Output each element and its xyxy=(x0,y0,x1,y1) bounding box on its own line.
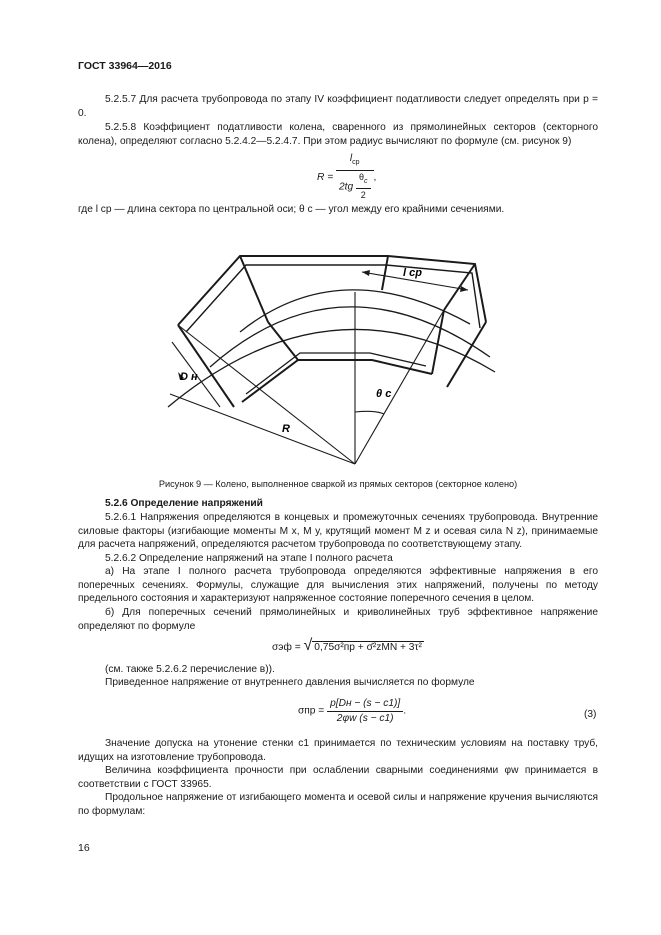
page-number: 16 xyxy=(78,842,90,854)
paragraph-c1: Значение допуска на утонение стенки c1 принимается по техническим условиям на поставку труб, идущих на изготовление трубопровода. xyxy=(78,738,598,763)
formula-r-num-sub: ср xyxy=(352,159,360,167)
formula-effective-stress: σэф = √ 0,75σ²пр + σ̄²zMN + 3τ² xyxy=(272,637,422,654)
formula-pr-lhs: σпр = xyxy=(298,705,325,717)
formula-r-tail: , xyxy=(373,171,377,183)
paragraph-b: б) Для поперечных сечений прямолинейных и криволинейных труб эффективное напряжение определяют по формуле xyxy=(78,607,598,632)
figure-label-r: R xyxy=(282,423,290,435)
section-title: 5.2.6 Определение напряжений xyxy=(105,498,263,509)
equation-number: (3) xyxy=(584,709,597,720)
formula-eff-body: 0,75σ²пр + σ̄²zMN + 3τ² xyxy=(314,642,422,653)
formula-r-fraction xyxy=(336,152,374,202)
figure-sector-elbow xyxy=(150,232,520,470)
formula-r-den: 2tg xyxy=(338,181,354,193)
figure-label-lcp: l ср xyxy=(403,267,422,279)
formula-r-theta: θ xyxy=(359,171,365,182)
figure-label-theta: θ с xyxy=(376,388,392,400)
formula-r-lhs: R = xyxy=(317,171,334,183)
paragraph-reduced: Приведенное напряжение от внутреннего давления вычисляется по формуле xyxy=(105,677,475,688)
formula-r-theta-sub: c xyxy=(364,177,368,185)
formula-pr-tail: . xyxy=(403,705,407,717)
paragraph-5-2-6-2: 5.2.6.2 Определение напряжений на этапе I полного расчета xyxy=(105,553,393,564)
formula-reduced-stress xyxy=(298,697,406,725)
formula-radius xyxy=(317,152,427,202)
paragraph-a: а) На этапе I полного расчета трубопровода определяются эффективные напряжения в его поперечных сечениях. Формулы, служащие для вычисления этих напряжений, получены по методу предельного состояния и характеризуют напряженное состояние поперечного сечения в целом. xyxy=(78,566,598,604)
document-header: ГОСТ 33964—2016 xyxy=(78,60,172,72)
formula-eff-lhs: σэф = xyxy=(272,642,301,653)
formula-r-num: l xyxy=(349,153,353,164)
paragraph-phi: Величина коэффициента прочности при ослаблении сварными соединениями φw принимается в соответствии с ГОСТ 33965. xyxy=(78,765,598,790)
formula-pr-num: p[Dн − (s − c1)] xyxy=(327,697,403,712)
figure-label-dh: D н xyxy=(180,371,198,383)
figure-caption: Рисунок 9 — Колено, выполненное сваркой из прямых секторов (секторное колено) xyxy=(158,479,518,489)
where-text: где l ср — длина сектора по центральной оси; θ с — угол между его крайними сечениями. xyxy=(78,204,505,215)
formula-r-two: 2 xyxy=(360,189,366,200)
paragraph-long: Продольное напряжение от изгибающего момента и осевой силы и напряжение кручения вычисляются по формулам: xyxy=(78,792,598,817)
formula-pr-den: 2φw (s − c1) xyxy=(336,712,394,724)
paragraph-5-2-6-1: 5.2.6.1 Напряжения определяются в концевых и промежуточных сечениях трубопровода. Внутренние силовые факторы (изгибающие моменты M x, M y, крутящий момент M z и осевая сила N z), принимаемые для расчета напряжений, определяются расчетом трубопровода по соответствующему этапу. xyxy=(78,512,598,550)
paragraph-see-also: (см. также 5.2.6.2 перечисление в)). xyxy=(105,664,275,675)
paragraph-5-2-5-7: 5.2.5.7 Для расчета трубопровода по этапу IV коэффициент податливости следует определять при p = 0. xyxy=(78,94,598,119)
paragraph-5-2-5-8: 5.2.5.8 Коэффициент податливости колена, сваренного из прямолинейных секторов (секторного колена), определяют согласно 5.2.4.2—5.2.4.7. При этом радиус вычисляют по формуле (см. рисунок 9) xyxy=(78,122,598,147)
